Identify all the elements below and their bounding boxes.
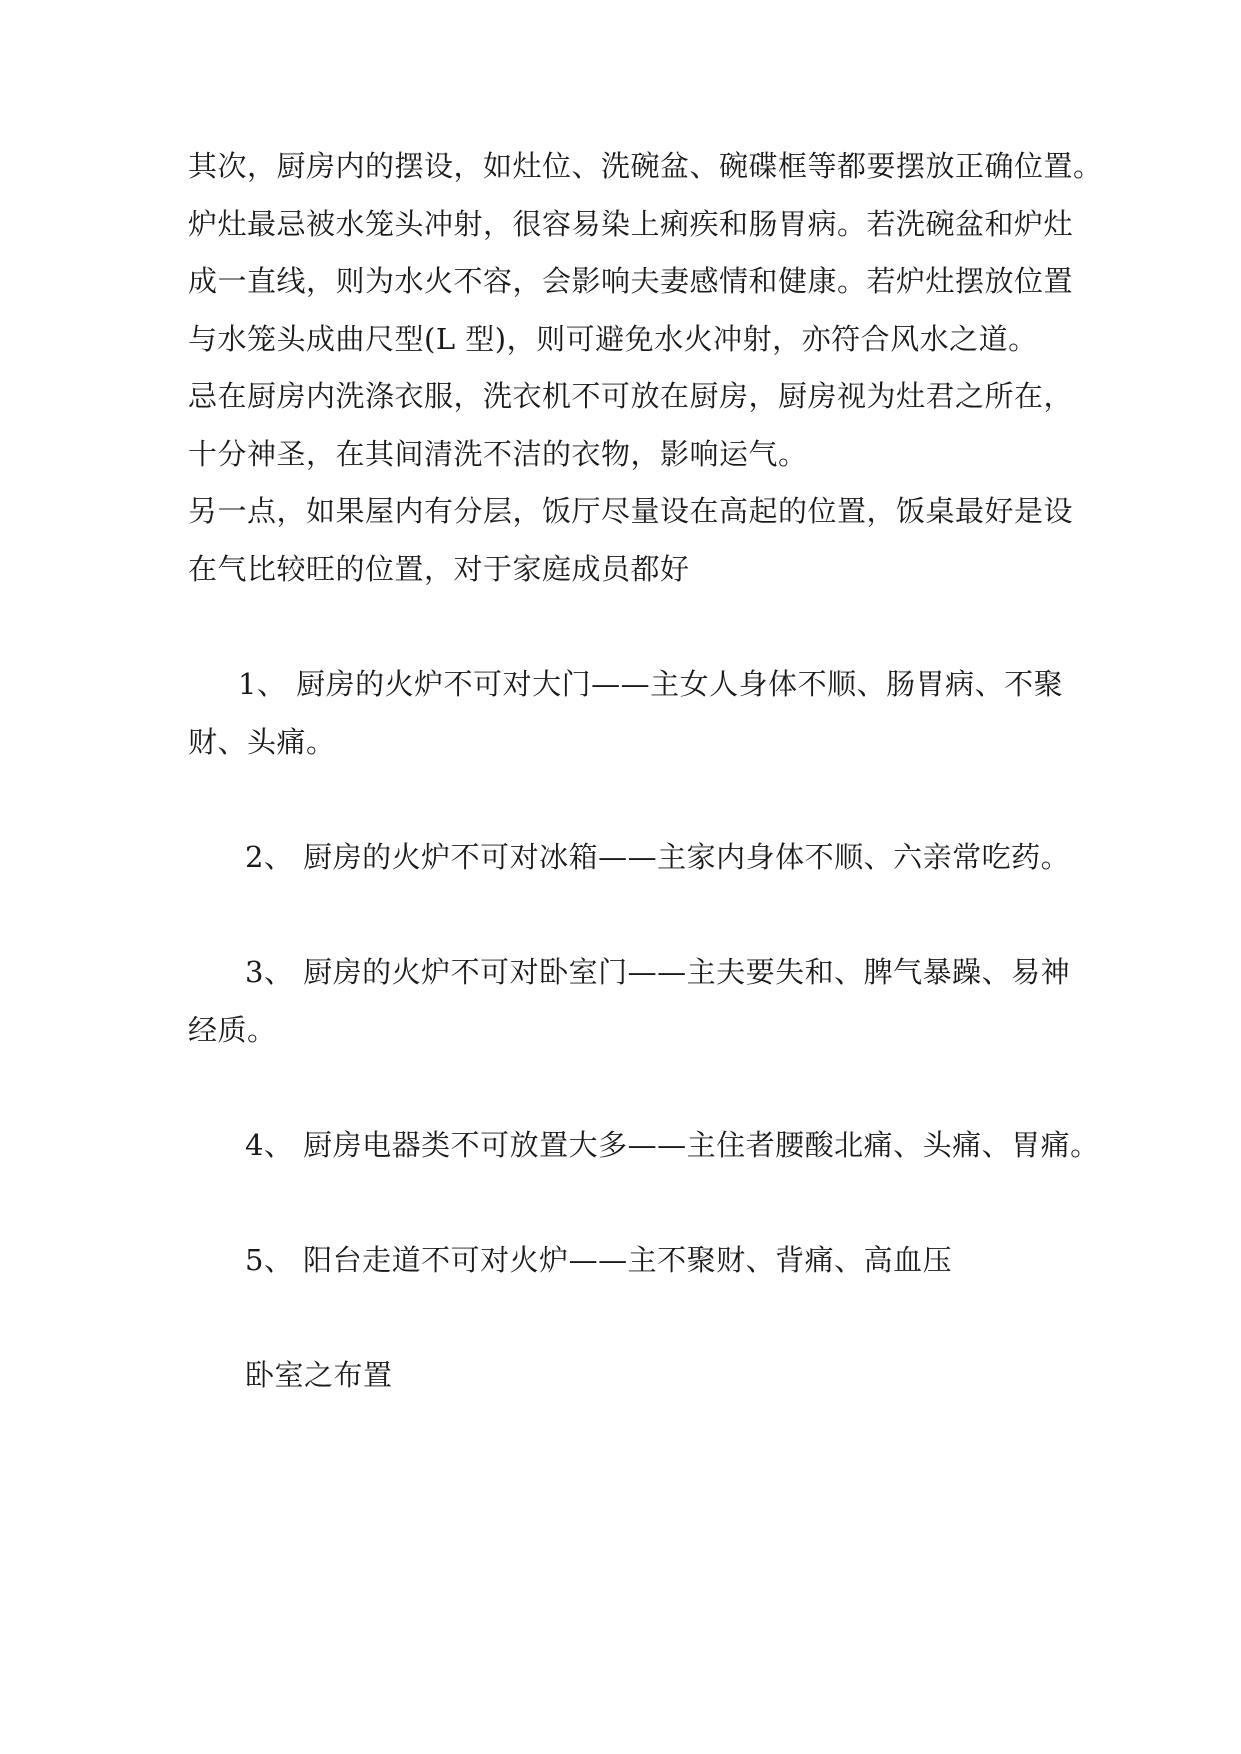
list-item-3-line-2: 经质。 (188, 1013, 277, 1047)
paragraph-3-line-1: 另一点，如果屋内有分层，饭厅尽量设在高起的位置，饭桌最好是设 (188, 494, 1074, 528)
list-item-4-line-1: 4、 厨房电器类不可放置大多——主住者腰酸北痛、头痛、胃痛。 (245, 1128, 1100, 1162)
section-heading: 卧室之布置 (245, 1358, 393, 1392)
list-item-2-line-1: 2、 厨房的火炉不可对冰箱——主家内身体不顺、六亲常吃药。 (245, 840, 1071, 874)
list-item-5-line-1: 5、 阳台走道不可对火炉——主不聚财、背痛、高血压 (245, 1243, 953, 1277)
paragraph-2-line-1: 忌在厨房内洗涤衣服，洗衣机不可放在厨房，厨房视为灶君之所在， (188, 379, 1074, 413)
paragraph-2-line-2: 十分神圣，在其间清洗不洁的衣物，影响运气。 (188, 437, 808, 471)
paragraph-1-line-1: 其次，厨房内的摆设，如灶位、洗碗盆、碗碟框等都要摆放正确位置。 (188, 149, 1103, 183)
list-item-3-line-1: 3、 厨房的火炉不可对卧室门——主夫要失和、脾气暴躁、易神 (245, 955, 1071, 989)
paragraph-1-line-3: 成一直线，则为水火不容，会影响夫妻感情和健康。若炉灶摆放位置 (188, 264, 1074, 298)
paragraph-3-line-2: 在气比较旺的位置，对于家庭成员都好 (188, 552, 690, 586)
paragraph-1-line-2: 炉灶最忌被水笼头冲射，很容易染上痢疾和肠胃病。若洗碗盆和炉灶 (188, 207, 1074, 241)
list-item-1-line-2: 财、头痛。 (188, 725, 336, 759)
paragraph-1-line-4: 与水笼头成曲尺型(L 型)，则可避免水火冲射，亦符合风水之道。 (188, 322, 1038, 356)
list-item-1-line-1: 1、 厨房的火炉不可对大门——主女人身体不顺、肠胃病、不聚 (238, 667, 1064, 701)
